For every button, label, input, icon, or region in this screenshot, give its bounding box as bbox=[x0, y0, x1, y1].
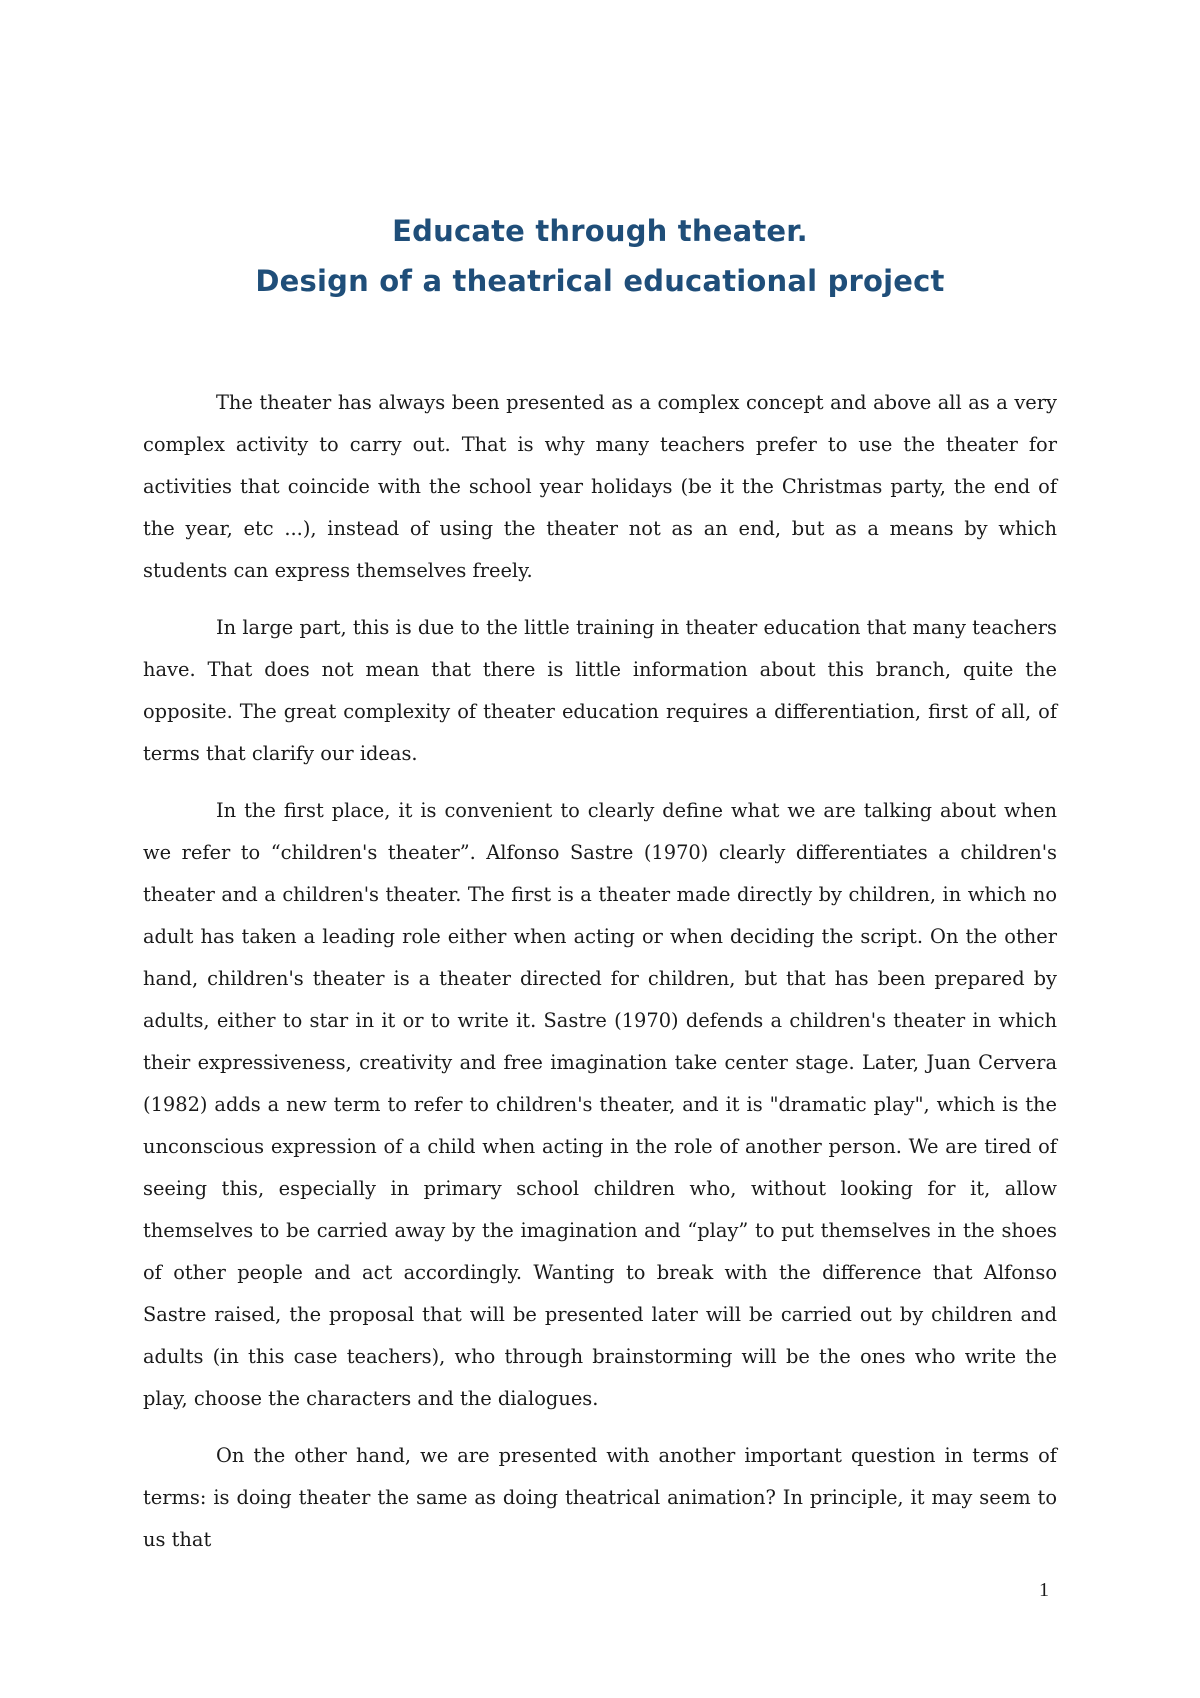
document-title-line1: Educate through theater. bbox=[392, 214, 808, 248]
paragraph: On the other hand, we are presented with another important question in terms of terms: is doing theater the same as doing theatrical animation? In principle, it may seem to us that bbox=[143, 1444, 1057, 1551]
paragraph: The theater has always been presented as a complex concept and above all as a very complex activity to carry out. That is why many teachers prefer to use the theater for activities that coincide with the school year holidays (be it the Christmas party, the end of the year, etc ...), instead of using the theater not as an end, but as a means by which students can express themselves freely. bbox=[143, 391, 1057, 582]
page-number: 1 bbox=[1039, 1579, 1049, 1601]
paragraph: In large part, this is due to the little training in theater education that many teachers have. That does not mean that there is little information about this branch, quite the opposite. The great complexity of theater education requires a differentiation, first of all, of terms that clarify our ideas. bbox=[143, 616, 1057, 765]
document-title-line2: Design of a theatrical educational project bbox=[255, 264, 945, 298]
paragraph: In the first place, it is convenient to clearly define what we are talking about when we refer to “children's theater”. Alfonso Sastre (1970) clearly differentiates a children's theater and a children's theater. The first is a theater made directly by children, in which no adult has taken a leading role either when acting or when deciding the script. On the other hand, children's theater is a theater directed for children, but that has been prepared by adults, either to star in it or to write it. Sastre (1970) defends a children's theater in which their expressiveness, creativity and free imagination take center stage. Later, Juan Cervera (1982) adds a new term to refer to children's theater, and it is "dramatic play", which is the unconscious expression of a child when acting in the role of another person. We are tired of seeing this, especially in primary school children who, without looking for it, allow themselves to be carried away by the imagination and “play” to put themselves in the shoes of other people and act accordingly. Wanting to break with the difference that Alfonso Sastre raised, the proposal that will be presented later will be carried out by children and adults (in this case teachers), who through brainstorming will be the ones who write the play, choose the characters and the dialogues. bbox=[143, 799, 1057, 1410]
document-body bbox=[143, 382, 1057, 1576]
